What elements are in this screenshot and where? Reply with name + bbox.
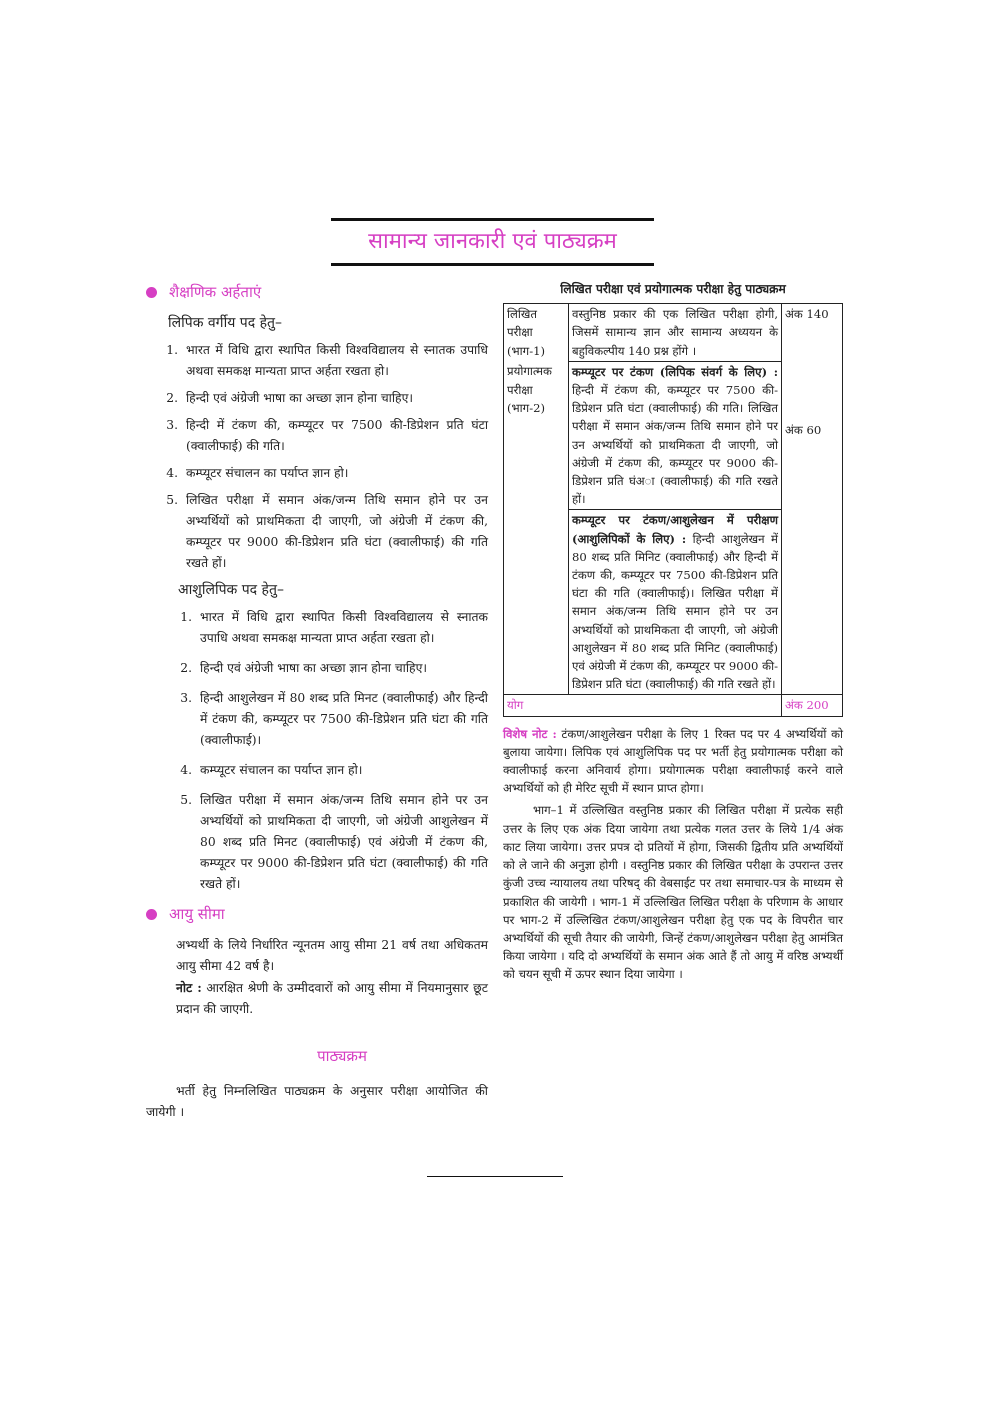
special-note xyxy=(503,725,843,798)
list-item: 1. भारत में विधि द्वारा स्थापित किसी विश्वविद्यालय से स्नातक उपाधि अथवा समकक्ष मान्यता प्राप्त अर्हता रखता हो। xyxy=(166,343,488,378)
note-text: आरक्षित श्रेणी के उम्मीदवारों को आयु सीमा में नियमानुसार छूट प्रदान की जाएगी. xyxy=(176,981,488,1016)
exam-table-title: लिखित परीक्षा एवं प्रयोगात्मक परीक्षा हेतु पाठ्यक्रम xyxy=(560,282,786,296)
part2-clerk-heading: कम्प्यूटर पर टंकण (लिपिक संवर्ग के लिए) : xyxy=(572,364,778,379)
table-total-row xyxy=(504,695,843,716)
exam-table xyxy=(503,303,843,716)
list-item: 5. लिखित परीक्षा में समान अंक/जन्म तिथि समान होने पर उन अभ्यर्थियों को प्राथमिकता दी जाएगी, जो अंग्रेजी आशुलेखन में 80 शब्द प्रति मिनट (क्वालीफाई) एवं अंग्रेजी में टंकण की, कम्प्यूटर पर 9000 की-डिप्रेशन प्रति घंटा (क्वालीफाई) की गति रखते हों। xyxy=(180,793,488,891)
special-note-text: टंकण/आशुलेखन परीक्षा के लिए 1 रिक्त पद पर 4 अभ्यर्थियों को बुलाया जायेगा। लिपिक एवं आशुलिपिक पद पर भर्ती हेतु प्रयोगात्मक परीक्षा को क्वालीफाई करना अनिवार्य होगा। प्रयोगात्मक परीक्षा क्वालीफाई करने वाले अभ्यर्थियों को ही मेरिट सूची में स्थान प्राप्त होगा। xyxy=(503,726,844,796)
total-label: योग xyxy=(504,695,569,716)
list-item: 2. हिन्दी एवं अंग्रेजी भाषा का अच्छा ज्ञान होना चाहिए। xyxy=(166,391,414,405)
table-row xyxy=(504,361,843,510)
table-row xyxy=(504,304,843,362)
special-note-label: विशेष नोट : xyxy=(503,726,557,741)
list-item: 3. हिन्दी आशुलेखन में 80 शब्द प्रति मिनट (क्वालीफाई) और हिन्दी में टंकण की, कम्प्यूटर पर 7500 की-डिप्रेशन प्रति घंटा की गति (क्वालीफाई)। xyxy=(180,691,488,747)
rules-paragraph: भाग–1 में उल्लिखित वस्तुनिष्ठ प्रकार की लिखित परीक्षा में प्रत्येक सही उत्तर के लिए एक अंक दिया जायेगा तथा प्रत्येक गलत उत्तर के लिये 1/4 अंक काट लिया जायेगा। उत्तर प्रपत्र दो प्रतियों में होगा, जिसकी द्वितीय प्रति अभ्यर्थियों को ले जाने की अनुज्ञा होगी । वस्तुनिष्ठ प्रकार की लिखित परीक्षा के उपरान्त उत्तर कुंजी उच्च न्यायालय तथा परिषद् की वेबसाईट पर तथा समाचार-पत्र के माध्यम से प्रकाशित की जायेगी । भाग-1 में उल्लिखित लिखित परीक्षा के परिणाम के आधार पर भाग-2 में उल्लिखित टंकण/आशुलेखन परीक्षा हेतु एक पद के विपरीत चार अभ्यर्थियों की सूची तैयार की जायेगी, जिन्हें टंकण/आशुलेखन परीक्षा हेतु आमंत्रित किया जायेगा । यदि दो अभ्यर्थियों के समान अंक आते हैं तो आयु में वरिष्ठ अभ्यर्थी को चयन सूची में ऊपर स्थान दिया जायेगा । xyxy=(503,803,843,982)
part2-steno-heading: कम्प्यूटर पर टंकण/आशुलेखन में परीक्षण (आशुलिपिकों के लिए) : xyxy=(572,513,778,546)
total-marks: अंक 200 xyxy=(782,695,843,716)
part1-marks: अंक 140 xyxy=(782,304,843,362)
age-limit-note xyxy=(176,977,488,1020)
list-item: 4. कम्प्यूटर संचालन का पर्याप्त ज्ञान हो। xyxy=(180,763,363,777)
part2-steno-text: हिन्दी आशुलेखन में 80 शब्द प्रति मिनिट (क्वालीफाई) और हिन्दी में टंकण की, कम्प्यूटर पर 7500 की-डिप्रेशन प्रति घंटा की गति (क्वालीफाई)। लिखित परीक्षा में समान अंक/जन्म तिथि समान होने पर उन अभ्यर्थियों को प्राथमिकता दी जाएगी, जो अंग्रेजी आशुलेखन में 80 शब्द प्रति मिनिट (क्वालीफाई) एवं अंग्रेजी में टंकण की, कम्प्यूटर पर 9000 की-डिप्रेशन प्रति घंटा (क्वालीफाई) की गति रखते हों। xyxy=(572,531,778,692)
left-column xyxy=(146,282,488,1123)
total-spacer xyxy=(569,695,782,716)
bullet-dot-icon xyxy=(146,909,157,920)
clerk-qualification-list xyxy=(146,340,488,574)
note-label: नोट : xyxy=(176,980,202,995)
title-rule-bottom xyxy=(331,263,654,266)
bottom-divider xyxy=(427,1176,563,1177)
syllabus-intro: भर्ती हेतु निम्नलिखित पाठ्यक्रम के अनुसार परीक्षा आयोजित की जायेगी । xyxy=(146,1084,488,1119)
steno-qualification-list xyxy=(146,607,488,895)
page-title: सामान्य जानकारी एवं पाठ्यक्रम xyxy=(368,229,617,254)
steno-subheading: आशुलिपिक पद हेतु– xyxy=(178,582,284,598)
list-item: 5. लिखित परीक्षा में समान अंक/जन्म तिथि समान होने पर उन अभ्यर्थियों को प्राथमिकता दी जाएगी, जो अंग्रेजी में टंकण की, कम्प्यूटर पर 9000 की-डिप्रेशन प्रति घंटा (क्वालीफाई) की गति रखते हों। xyxy=(166,493,488,570)
part2-clerk-text: हिन्दी में टंकण की, कम्प्यूटर पर 7500 की-डिप्रेशन प्रति घंटा (क्वालीफाई) की गति। लिखित परीक्षा में समान अंक/जन्म तिथि समान होने पर उन अभ्यर्थियों को प्राथमिकता दी जाएगी, जो अंग्रेजी में टंकण की, कम्प्यूटर पर 9000 की-डिप्रेशन प्रति घंअा (क्वालीफाई) की गति रखते हों। xyxy=(572,383,778,507)
clerk-subheading: लिपिक वर्गीय पद हेतु– xyxy=(168,315,283,331)
qualifications-heading xyxy=(146,282,488,303)
part2-steno-description xyxy=(569,510,782,695)
part2-marks: अंक 60 xyxy=(782,361,843,695)
right-column xyxy=(503,280,843,984)
list-item: 2. हिन्दी एवं अंग्रेजी भाषा का अच्छा ज्ञान होना चाहिए। xyxy=(180,661,428,675)
list-item: 4. कम्प्यूटर संचालन का पर्याप्त ज्ञान हो। xyxy=(166,466,349,480)
age-limit-text: अभ्यर्थी के लिये निर्धारित न्यूनतम आयु सीमा 21 वर्ष तथा अधिकतम आयु सीमा 42 वर्ष है। xyxy=(176,938,488,973)
part2-clerk-description xyxy=(569,361,782,510)
page-title-block xyxy=(331,218,654,266)
list-item: 1. भारत में विधि द्वारा स्थापित किसी विश्वविद्यालय से स्नातक उपाधि अथवा समकक्ष मान्यता प्राप्त अर्हता रखता हो। xyxy=(180,610,488,645)
qualifications-heading-text: शैक्षणिक अर्हताएं xyxy=(169,283,262,301)
syllabus-heading: पाठ्यक्रम xyxy=(317,1047,367,1065)
part1-description: वस्तुनिष्ठ प्रकार की एक लिखित परीक्षा होगी, जिसमें सामान्य ज्ञान और सामान्य अध्ययन के बहुविकल्पीय 140 प्रश्न होंगे । xyxy=(569,304,782,362)
part1-label: लिखित परीक्षा (भाग-1) xyxy=(504,304,569,362)
bullet-dot-icon xyxy=(146,287,157,298)
age-limit-heading-text: आयु सीमा xyxy=(169,905,225,923)
age-limit-heading xyxy=(146,904,488,925)
part2-label: प्रयोगात्मक परीक्षा (भाग-2) xyxy=(504,361,569,695)
list-item: 3. हिन्दी में टंकण की, कम्प्यूटर पर 7500 की-डिप्रेशन प्रति घंटा (क्वालीफाई) की गति। xyxy=(166,418,488,453)
